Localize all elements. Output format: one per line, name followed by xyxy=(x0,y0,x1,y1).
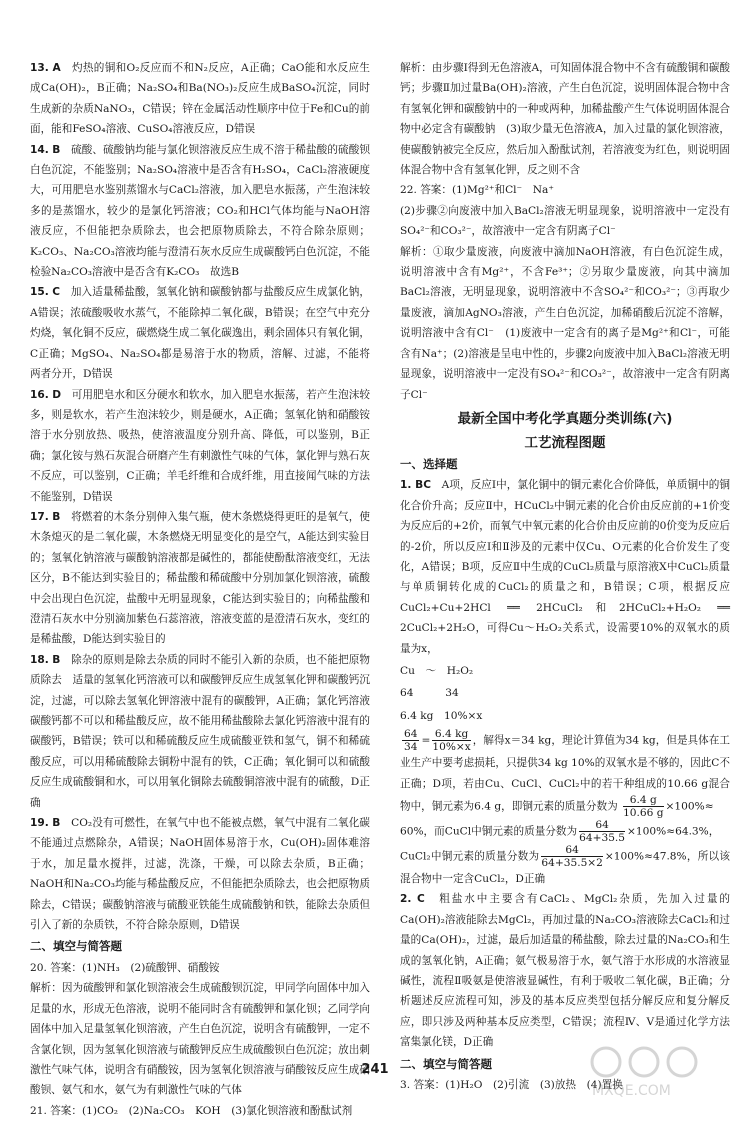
fraction-64-34 xyxy=(402,728,419,753)
item-answer: B xyxy=(52,817,61,830)
cucl-tail: ×100%≈64.3%， xyxy=(627,825,720,838)
q22-answer: 22. 答案：(1)Mg²⁺和Cl⁻ Na⁺ xyxy=(400,184,554,197)
item-answer: D xyxy=(52,388,62,401)
q1-item xyxy=(400,475,730,659)
page-number: 241 xyxy=(361,1062,389,1077)
item-answer: A xyxy=(52,62,61,74)
q1-explanation: A项，反应Ⅰ中，氯化铜中的铜元素化合价降低，单质铜中的铜化合价升高；反应Ⅱ中，HCuCl₂中铜元素的化合价由反应前的+1价变为反应后的+2价，而氧气中氧元素的化合价由反应前的0价变为反应后的-2价，所以反应Ⅰ和Ⅱ涉及的元素中仅Cu、O元素的化合价发生了变化，A错误；B项，反应Ⅱ中生成的CuCl₂质量与原溶液X中CuCl₂质量与单质铜转化成的CuCl₂的质量之和，B错误；C项，根据反应CuCl₂+Cu+2HCl ══ 2HCuCl₂和2HCuCl₂+H₂O₂ ══ 2CuCl₂+2H₂O，可得Cu～H₂O₂关系式，设需要10%的双氧水的质量为x， xyxy=(400,479,731,655)
item-number: 13. xyxy=(30,62,49,74)
fraction-mass xyxy=(432,728,470,753)
item-explanation: 灼热的铜和O₂反应而不和N₂反应，A正确；CaO能和水反应生成Ca(OH)₂，B正确；Na₂SO₄和Ba(NO₃)₂反应生成BaSO₄沉淀，同时生成新的杂质NaNO₃，C错误；锌在金属活动性顺序中位于Fe和Cu的前面，能和FeSO₄溶液、CuSO₄溶液反应，D错误 xyxy=(30,62,370,136)
item-number: 14. xyxy=(30,143,49,156)
item-number: 19. xyxy=(30,817,49,830)
item-number: 18. xyxy=(30,653,49,666)
cucl2-tail: ×100%≈47.8%，所以该混合物中一定含CuCl₂，D正确 xyxy=(400,850,730,885)
item-answer: B xyxy=(52,143,61,156)
item-explanation: 加入适量稀盐酸，氢氧化钠和碳酸钠都与盐酸反应生成氯化钠，A错误；浓硫酸吸收水蒸气，不能除掉二氧化碳，B错误；在空气中充分灼烧，氧化铜不反应，碳燃烧生成二氧化碳逸出，剩余固体只有氧化铜，C正确；MgSO₄、Na₂SO₄都是易溶于水的物质，溶解、过滤，不能将两者分开，D错误 xyxy=(30,286,371,381)
answer-item-18 xyxy=(30,650,370,813)
ratio-explanation: ，解得x＝34 kg，理论计算值为34 kg，但是具体在工业生产中要考虑损耗，只提供34 kg 10%的双氧水是不够的，因此C不正确；D项，若由Cu、CuCl、CuCl₂中的若干种组成的10.66 g混合物中，铜元素为6.4 g，即铜元素的质量分数为 xyxy=(400,734,730,813)
answer-item-19 xyxy=(30,813,370,935)
item-explanation: CO₂没有可燃性，在氧气中也不能被点燃，氧气中混有二氧化碳不能通过点燃除杂，A错误；NaOH固体易溶于水，Cu(OH)₂固体难溶于水，加足量水搅拌，过滤，洗涤，干燥，可以除去杂质，B正确；NaOH和Na₂CO₃均能与稀盐酸反应，不但能把杂质除去，也会把原物质除去，C错误；碳酸钠溶液与硫酸亚铁能生成硫酸钠和铁，能除去杂质但引入了新的杂质铁，不符合除杂原则，D错误 xyxy=(30,817,370,932)
ratio-equation: $\frac{64}{34}$ = $\frac{6.4 kg}{10\%\times x}$ ，解得x＝34 kg，理论计算值为34 kg，但是具体在工业生产中要考虑损耗，只提供34 kg 10%的双氧水是不够的，因此C不正确；D项，若由Cu、CuCl、CuCl₂中的若干种组成的10.66 g混合物中，铜元素为6.4 g，即铜元素的质量分数为 $\frac{6.4 g}{10.66 g}$ ×100%≈ xyxy=(400,728,730,819)
section-heading-choice: 一、选择题 xyxy=(400,456,458,471)
item-explanation: 可用肥皂水和区分硬水和软水，加入肥皂水振荡，若产生泡沫较多，则是软水，若产生泡沫较少，则是硬水，A正确；氢氧化钠和硝酸铵溶于水分别放热、吸热，使溶液温度分别升高、降低，可以鉴别，B正确；氯化铵与熟石灰混合研磨产生有刺激性气味的气体，氯化钾与熟石灰不反应，可以鉴别，C正确；羊毛纤维和合成纤维，用直接闻气味的方法不能鉴别，D错误 xyxy=(30,388,371,503)
answer-item-17 xyxy=(30,507,370,650)
q22-part2: (2)步骤②向废液中加入BaCl₂溶液无明显现象，说明溶液中一定没有SO₄²⁻和CO₃²⁻，故溶液中一定含有阴离子Cl⁻ xyxy=(400,204,730,238)
item-explanation: 除杂的原则是除去杂质的同时不能引入新的杂质，也不能把原物质除去 适量的氢氧化钙溶液可以和碳酸钾反应生成氢氧化钾和碳酸钙沉淀，过滤，可以除去氢氧化钾溶液中混有的碳酸钾，A正确；氯化钙溶液碳酸钙都不可以和稀盐酸反应，故不能用稀盐酸除去氯化钙溶液中混有的碳酸钙，B错误；铁可以和稀硫酸反应生成硫酸亚铁和氢气，铜不和稀硫酸反应，可以用稀硫酸除去铜粉中混有的铁，C正确；氧化铜可以和硫酸反应生成硫酸铜和水，可以用氧化铜除去硫酸铜溶液中混有的硫酸，D正确 xyxy=(30,653,370,809)
watermark-logo xyxy=(586,1040,736,1100)
cucl-line xyxy=(400,819,730,844)
item-explanation: 将燃着的木条分别伸入集气瓶，使木条燃烧得更旺的是氧气，使木条熄灭的是二氧化碳，木条燃烧无明显变化的是空气，A能达到实验目的；氢氧化钠溶液与碳酸钠溶液都是碱性的，都能使酚酞溶液变红，无法区分，B不能达到实验目的；稀盐酸和稀硫酸中分别加氯化钡溶液，硫酸中会出现白色沉淀，盐酸中无明显现象，C能达到实验目的；向稀盐酸和澄清石灰水中分别滴加紫色石蕊溶液，溶液变蓝的是澄清石灰水，变红的是稀盐酸，D能达到实验目的 xyxy=(30,510,370,646)
fraction-denominator: 64+35.5×2 xyxy=(541,857,603,869)
fraction-numerator: 6.4 kg xyxy=(432,728,470,741)
fraction-cucl2 xyxy=(541,844,603,869)
item-answer: C xyxy=(52,286,61,299)
q3-answer: 3. 答案：(1)H₂O (2)引流 (3)放热 (4)置换 xyxy=(400,1079,623,1092)
section-heading-fill-in: 二、填空与简答题 xyxy=(30,939,122,954)
cucl-intro: 60%，而CuCl中铜元素的质量分数为 xyxy=(400,825,578,838)
q2-item xyxy=(400,889,730,1052)
fraction-cucl xyxy=(579,819,625,844)
q1-answer: 1. BC xyxy=(400,479,431,492)
fraction-numerator: 64 xyxy=(579,819,625,832)
q21-answer: 21. 答案：(1)CO₂ (2)Na₂CO₃ KOH (3)氯化钡溶液和酚酞试剂 xyxy=(30,1104,353,1117)
q22-explanation: 解析：①取少量废液，向废液中滴加NaOH溶液，有白色沉淀生成，说明溶液中含有Mg²⁺，不含Fe³⁺；②另取少量废液，向其中滴加BaCl₂溶液，无明显现象，说明溶液中不含SO₄²⁻和CO₃²⁻；③再取少量废液，滴加AgNO₃溶液，产生白色沉淀，加稀硝酸后沉淀不溶解，说明溶液中含有Cl⁻ (1)废液中一定含有的离子是Mg²⁺和Cl⁻，可能含有Na⁺；(2)溶液是呈电中性的，步骤2向废液中加入BaCl₂溶液无明显现象，说明溶液中一定没有SO₄²⁻和CO₃²⁻，故溶液中一定含有阴离子Cl⁻ xyxy=(400,245,730,401)
answer-item-15 xyxy=(30,282,370,384)
right-column xyxy=(400,58,730,1095)
fraction-numerator: 6.4 g xyxy=(623,794,663,807)
item-number: 15. xyxy=(30,286,49,299)
cucl2-line xyxy=(400,844,730,889)
q20-explanation: 解析：因为硫酸钾和氯化钡溶液会生成硫酸钡沉淀，甲同学向固体中加入足量的水，形成无色溶液，说明不能同时含有硫酸钾和氯化钡；乙同学向固体中加入足量氢氧化钡溶液，产生白色沉淀，说明含有硫酸钾，一定不含氯化钡，因为氢氧化钡溶液与硫酸钾反应生成硫酸钡白色沉淀；放出刺激性气味气体，说明含有硝酸铵，因为氢氧化钡溶液与硝酸铵反应生成硝酸钡、氨气和水，氨气为有刺激性气味的气体 xyxy=(30,982,370,1097)
fraction-numerator: 64 xyxy=(404,728,418,741)
relation-line-2: 64 34 xyxy=(400,687,459,700)
left-column xyxy=(30,58,370,1121)
item-explanation: 硫酸、硫酸钠均能与氯化钡溶液反应生成不溶于稀盐酸的硫酸钡白色沉淀，不能鉴别；Na₂SO₄溶液中是否含有H₂SO₄，CaCl₂溶液硬度大，可用肥皂水鉴别蒸馏水与CaCl₂溶液，加入肥皂水振荡，产生泡沫较多的是蒸馏水，较少的是氯化钙溶液；CO₂和HCl气体均能与NaOH溶液反应，不但能把杂质除去，也会把原物质除去，不符合除杂原则；K₂CO₃、Na₂CO₃溶液均能与澄清石灰水反应生成碳酸钙白色沉淀，不能检验Na₂CO₃溶液中是否含有K₂CO₃ 故选B xyxy=(30,143,370,279)
fraction-denominator: 10%×x xyxy=(432,741,471,754)
section-heading-fill-in-2: 二、填空与简答题 xyxy=(400,1056,492,1071)
chapter-subtitle: 工艺流程图题 xyxy=(524,434,606,451)
item-number: 17. xyxy=(30,510,49,523)
q2-answer: 2. C xyxy=(400,893,425,906)
fraction-denominator: 10.66 g xyxy=(623,807,664,819)
svg-text:MXQE.COM: MXQE.COM xyxy=(592,1083,671,1099)
cucl2-intro: CuCl₂中铜元素的质量分数为 xyxy=(400,850,540,863)
item-answer: B xyxy=(52,653,61,666)
answer-item-13 xyxy=(30,58,370,140)
q20-answer: 20. 答案：(1)NH₃ (2)硫酸钾、硝酸铵 xyxy=(30,961,220,974)
relation-line-3: 6.4 kg 10%×x xyxy=(400,709,483,722)
q21-explanation: 解析：由步骤Ⅰ得到无色溶液A，可知固体混合物中不含有硫酸铜和碳酸钙；步骤Ⅱ加过量Ba(OH)₂溶液，产生白色沉淀，说明固体混合物中含有氢氧化钾和碳酸钠中的一种或两种，加稀盐酸产生气体说明固体混合物中必定含有碳酸钠 (3)取少量无色溶液A，加入过量的氯化钡溶液，使碳酸钠被完全反应，然后加入酚酞试剂，若溶液变为红色，则说明固体混合物中含有氢氧化钾，反之则不含 xyxy=(400,62,730,177)
fraction-copper-percent xyxy=(623,794,663,819)
q2-explanation: 粗盐水中主要含有CaCl₂、MgCl₂杂质，先加入过量的Ca(OH)₂溶液能除去MgCl₂，再加过量的Na₂CO₃溶液除去CaCl₂和过量的Ca(OH)₂，过滤，最后加适量的稀盐酸，除去过量的Na₂CO₃和生成的氢氧化钠，A正确；氨气极易溶于水，氨气溶于水形成的水溶液显碱性，流程Ⅱ吸氨是使溶液显碱性，有利于吸收二氧化碳，B正确；分析题述反应流程可知，涉及的基本反应类型包括分解反应和复分解反应，即只涉及两种基本反应类型，C错误；流程Ⅳ、Ⅴ是通过化学方法富集氯化镁，D正确 xyxy=(400,893,731,1049)
item-number: 16. xyxy=(30,388,49,401)
fraction-denominator: 34 xyxy=(404,741,418,754)
chapter-title: 最新全国中考化学真题分类训练(六) xyxy=(457,410,673,427)
percent-tail: ×100%≈ xyxy=(665,800,714,813)
answer-item-14 xyxy=(30,140,370,283)
left-answer-list xyxy=(30,58,370,935)
relation-line-1: Cu ～ H₂O₂ xyxy=(400,664,474,677)
answer-item-16 xyxy=(30,385,370,507)
fraction-numerator: 64 xyxy=(541,844,603,857)
item-answer: B xyxy=(52,510,61,523)
fraction-denominator: 64+35.5 xyxy=(579,832,626,844)
